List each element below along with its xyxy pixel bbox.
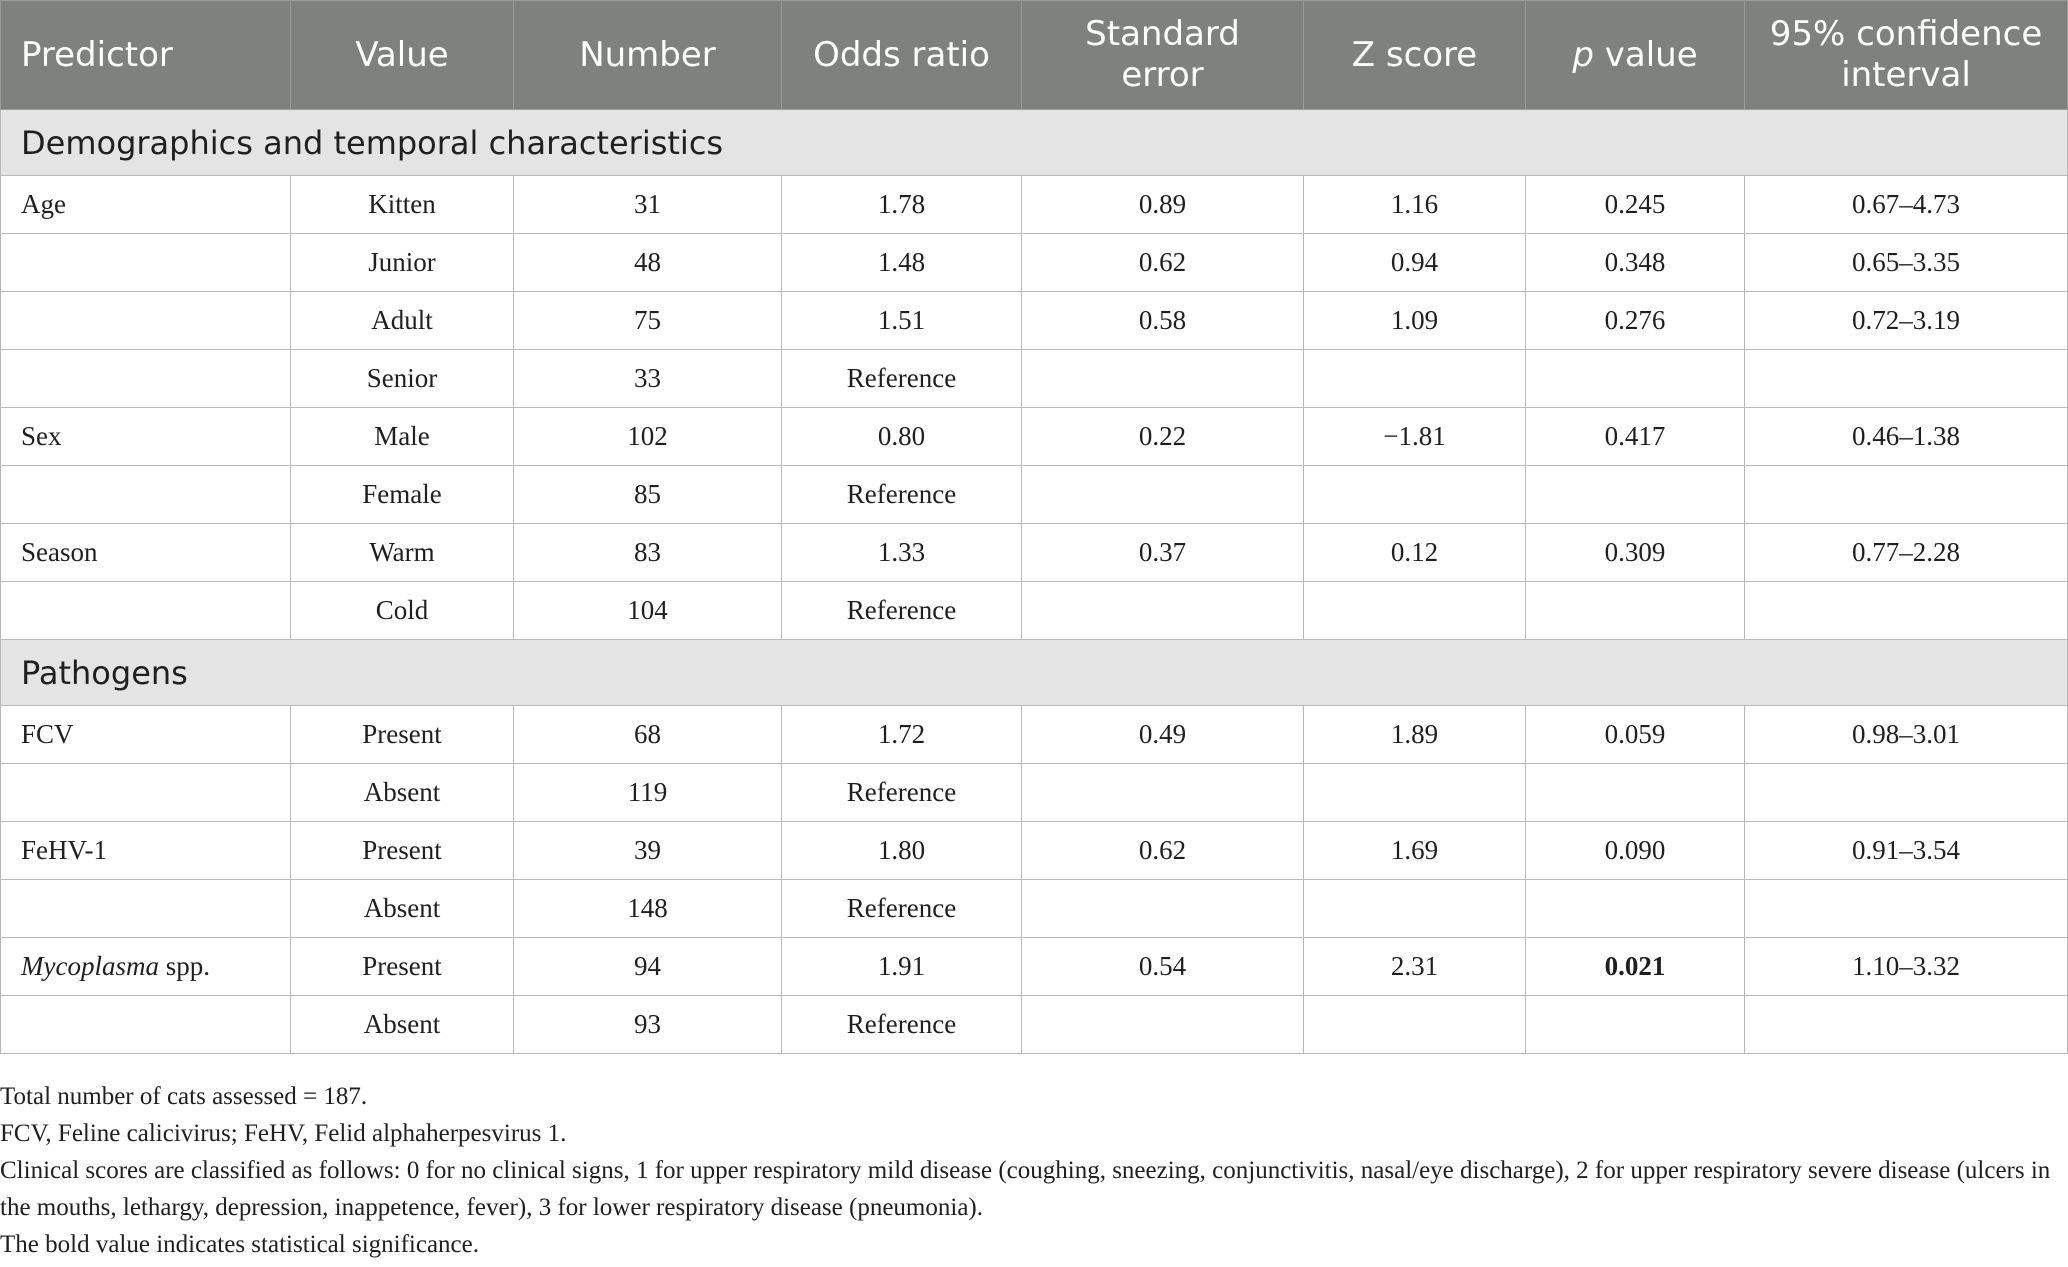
standard-error-cell [1022,350,1304,408]
header-ci-line2: interval [1841,55,1971,95]
value-cell: Adult [291,292,514,350]
number-cell: 119 [514,764,782,822]
z-score-cell [1304,996,1526,1054]
section-header-row [1,110,2068,176]
number-cell: 85 [514,466,782,524]
header-ci-line1: 95% confidence [1769,14,2043,54]
odds-ratio-cell: 0.80 [782,408,1022,466]
value-cell: Absent [291,996,514,1054]
table-row [1,996,2068,1054]
odds-ratio-cell: Reference [782,996,1022,1054]
value-cell: Kitten [291,176,514,234]
table-row [1,350,2068,408]
table-row [1,764,2068,822]
z-score-cell: 2.31 [1304,938,1526,996]
standard-error-cell: 0.62 [1022,234,1304,292]
z-score-cell: 1.16 [1304,176,1526,234]
p-value-cell [1526,582,1745,640]
header-p-value-italic: p [1572,34,1594,75]
z-score-cell: 1.09 [1304,292,1526,350]
p-value-cell [1526,466,1745,524]
table-row [1,466,2068,524]
confidence-interval-cell: 0.77–2.28 [1745,524,2068,582]
p-value-cell: 0.309 [1526,524,1745,582]
confidence-interval-cell: 0.91–3.54 [1745,822,2068,880]
predictor-cell [1,764,291,822]
number-cell: 148 [514,880,782,938]
section-header-row [1,640,2068,706]
header-standard-error-line2: error [1121,55,1204,95]
header-z-score-label: Z score [1351,34,1478,75]
confidence-interval-cell [1745,350,2068,408]
p-value-cell: 0.417 [1526,408,1745,466]
confidence-interval-cell [1745,582,2068,640]
table-row [1,292,2068,350]
standard-error-cell: 0.22 [1022,408,1304,466]
z-score-cell [1304,764,1526,822]
number-cell: 33 [514,350,782,408]
value-cell: Present [291,822,514,880]
odds-ratio-cell: 1.72 [782,706,1022,764]
table-row [1,880,2068,938]
header-p-value [1526,1,1745,110]
section-title: Demographics and temporal characteristics [1,110,2068,176]
odds-ratio-cell: 1.91 [782,938,1022,996]
odds-ratio-cell: Reference [782,350,1022,408]
predictor-cell: Season [1,524,291,582]
predictor-cell [1,466,291,524]
odds-ratio-cell: Reference [782,764,1022,822]
z-score-cell: 0.94 [1304,234,1526,292]
header-p-value-rest: value [1593,34,1698,75]
header-predictor [1,1,291,110]
number-cell: 68 [514,706,782,764]
header-odds-ratio-label: Odds ratio [813,34,990,75]
header-number-label: Number [579,34,716,75]
footnote: The bold value indicates statistical significance. [0,1231,480,1258]
number-cell: 39 [514,822,782,880]
value-cell: Female [291,466,514,524]
z-score-cell: 1.89 [1304,706,1526,764]
header-number [514,1,782,110]
value-cell: Cold [291,582,514,640]
z-score-cell: 0.12 [1304,524,1526,582]
confidence-interval-cell [1745,466,2068,524]
p-value-cell [1526,764,1745,822]
number-cell: 48 [514,234,782,292]
standard-error-cell [1022,880,1304,938]
number-cell: 93 [514,996,782,1054]
p-value-cell [1526,350,1745,408]
odds-ratio-cell: 1.80 [782,822,1022,880]
confidence-interval-cell: 0.67–4.73 [1745,176,2068,234]
predictor-cell [1,582,291,640]
value-cell: Absent [291,880,514,938]
predictor-cell [1,350,291,408]
predictor-cell [1,996,291,1054]
value-cell: Absent [291,764,514,822]
number-cell: 104 [514,582,782,640]
number-cell: 83 [514,524,782,582]
table-row [1,938,2068,996]
standard-error-cell: 0.89 [1022,176,1304,234]
confidence-interval-cell [1745,880,2068,938]
p-value-cell: 0.090 [1526,822,1745,880]
odds-ratio-cell: Reference [782,582,1022,640]
table-row [1,176,2068,234]
predictor-cell: Sex [1,408,291,466]
footnote: FCV, Feline calicivirus; FeHV, Felid alphaherpesvirus 1. [0,1120,567,1147]
odds-ratio-cell: Reference [782,466,1022,524]
header-value [291,1,514,110]
standard-error-cell [1022,582,1304,640]
odds-ratio-cell: 1.78 [782,176,1022,234]
confidence-interval-cell: 0.98–3.01 [1745,706,2068,764]
p-value-cell: 0.245 [1526,176,1745,234]
predictor-cell: FeHV-1 [1,822,291,880]
standard-error-cell: 0.49 [1022,706,1304,764]
number-cell: 102 [514,408,782,466]
header-value-label: Value [355,34,449,75]
predictor-cell [1,234,291,292]
table-row [1,408,2068,466]
table-row [1,524,2068,582]
z-score-cell: 1.69 [1304,822,1526,880]
standard-error-cell [1022,764,1304,822]
confidence-interval-cell: 0.46–1.38 [1745,408,2068,466]
p-value-cell [1526,880,1745,938]
table-body [1,110,2068,1054]
header-z-score [1304,1,1526,110]
number-cell: 75 [514,292,782,350]
standard-error-cell: 0.58 [1022,292,1304,350]
z-score-cell [1304,350,1526,408]
standard-error-cell: 0.37 [1022,524,1304,582]
odds-ratio-cell: 1.48 [782,234,1022,292]
odds-ratio-cell: 1.33 [782,524,1022,582]
standard-error-cell: 0.54 [1022,938,1304,996]
z-score-cell: −1.81 [1304,408,1526,466]
value-cell: Male [291,408,514,466]
predictor-cell [1,938,291,996]
table-row [1,582,2068,640]
confidence-interval-cell [1745,764,2068,822]
header-row [1,1,2068,110]
predictor-cell [1,292,291,350]
predictor-rest-text: spp. [158,951,210,981]
z-score-cell [1304,880,1526,938]
header-odds-ratio [782,1,1022,110]
table-row [1,234,2068,292]
standard-error-cell [1022,996,1304,1054]
value-cell: Junior [291,234,514,292]
table-footnotes [0,1078,2060,1263]
section-title: Pathogens [1,640,2068,706]
p-value-cell: 0.276 [1526,292,1745,350]
odds-ratio-cell: 1.51 [782,292,1022,350]
confidence-interval-cell: 1.10–3.32 [1745,938,2068,996]
predictor-cell [1,880,291,938]
odds-ratio-cell: Reference [782,880,1022,938]
header-standard-error-line1: Standard [1085,14,1240,54]
predictor-cell: Age [1,176,291,234]
number-cell: 31 [514,176,782,234]
value-cell: Present [291,706,514,764]
p-value-cell: 0.348 [1526,234,1745,292]
p-value-cell [1526,996,1745,1054]
value-cell: Present [291,938,514,996]
header-predictor-label: Predictor [21,34,173,75]
p-value-cell: 0.021 [1526,938,1745,996]
standard-error-cell: 0.62 [1022,822,1304,880]
header-standard-error [1022,1,1304,110]
p-value-cell: 0.059 [1526,706,1745,764]
footnote: Total number of cats assessed = 187. [0,1083,368,1110]
table-row [1,706,2068,764]
standard-error-cell [1022,466,1304,524]
value-cell: Senior [291,350,514,408]
confidence-interval-cell: 0.72–3.19 [1745,292,2068,350]
predictor-cell: FCV [1,706,291,764]
footnote: Clinical scores are classified as follows: 0 for no clinical signs, 1 for upper respiratory mild disease (coughing, sneezing, conjunctivitis, nasal/eye discharge), 2 for upper respiratory severe disease (ulcers in the mouths, lethargy, depression, inappetence, fever), 3 for lower respiratory disease (pneumonia). [0,1157,2051,1221]
header-confidence-interval [1745,1,2068,110]
predictor-italic-text: Mycoplasma [21,951,159,981]
confidence-interval-cell [1745,996,2068,1054]
z-score-cell [1304,466,1526,524]
table-row [1,822,2068,880]
number-cell: 94 [514,938,782,996]
z-score-cell [1304,582,1526,640]
confidence-interval-cell: 0.65–3.35 [1745,234,2068,292]
value-cell: Warm [291,524,514,582]
